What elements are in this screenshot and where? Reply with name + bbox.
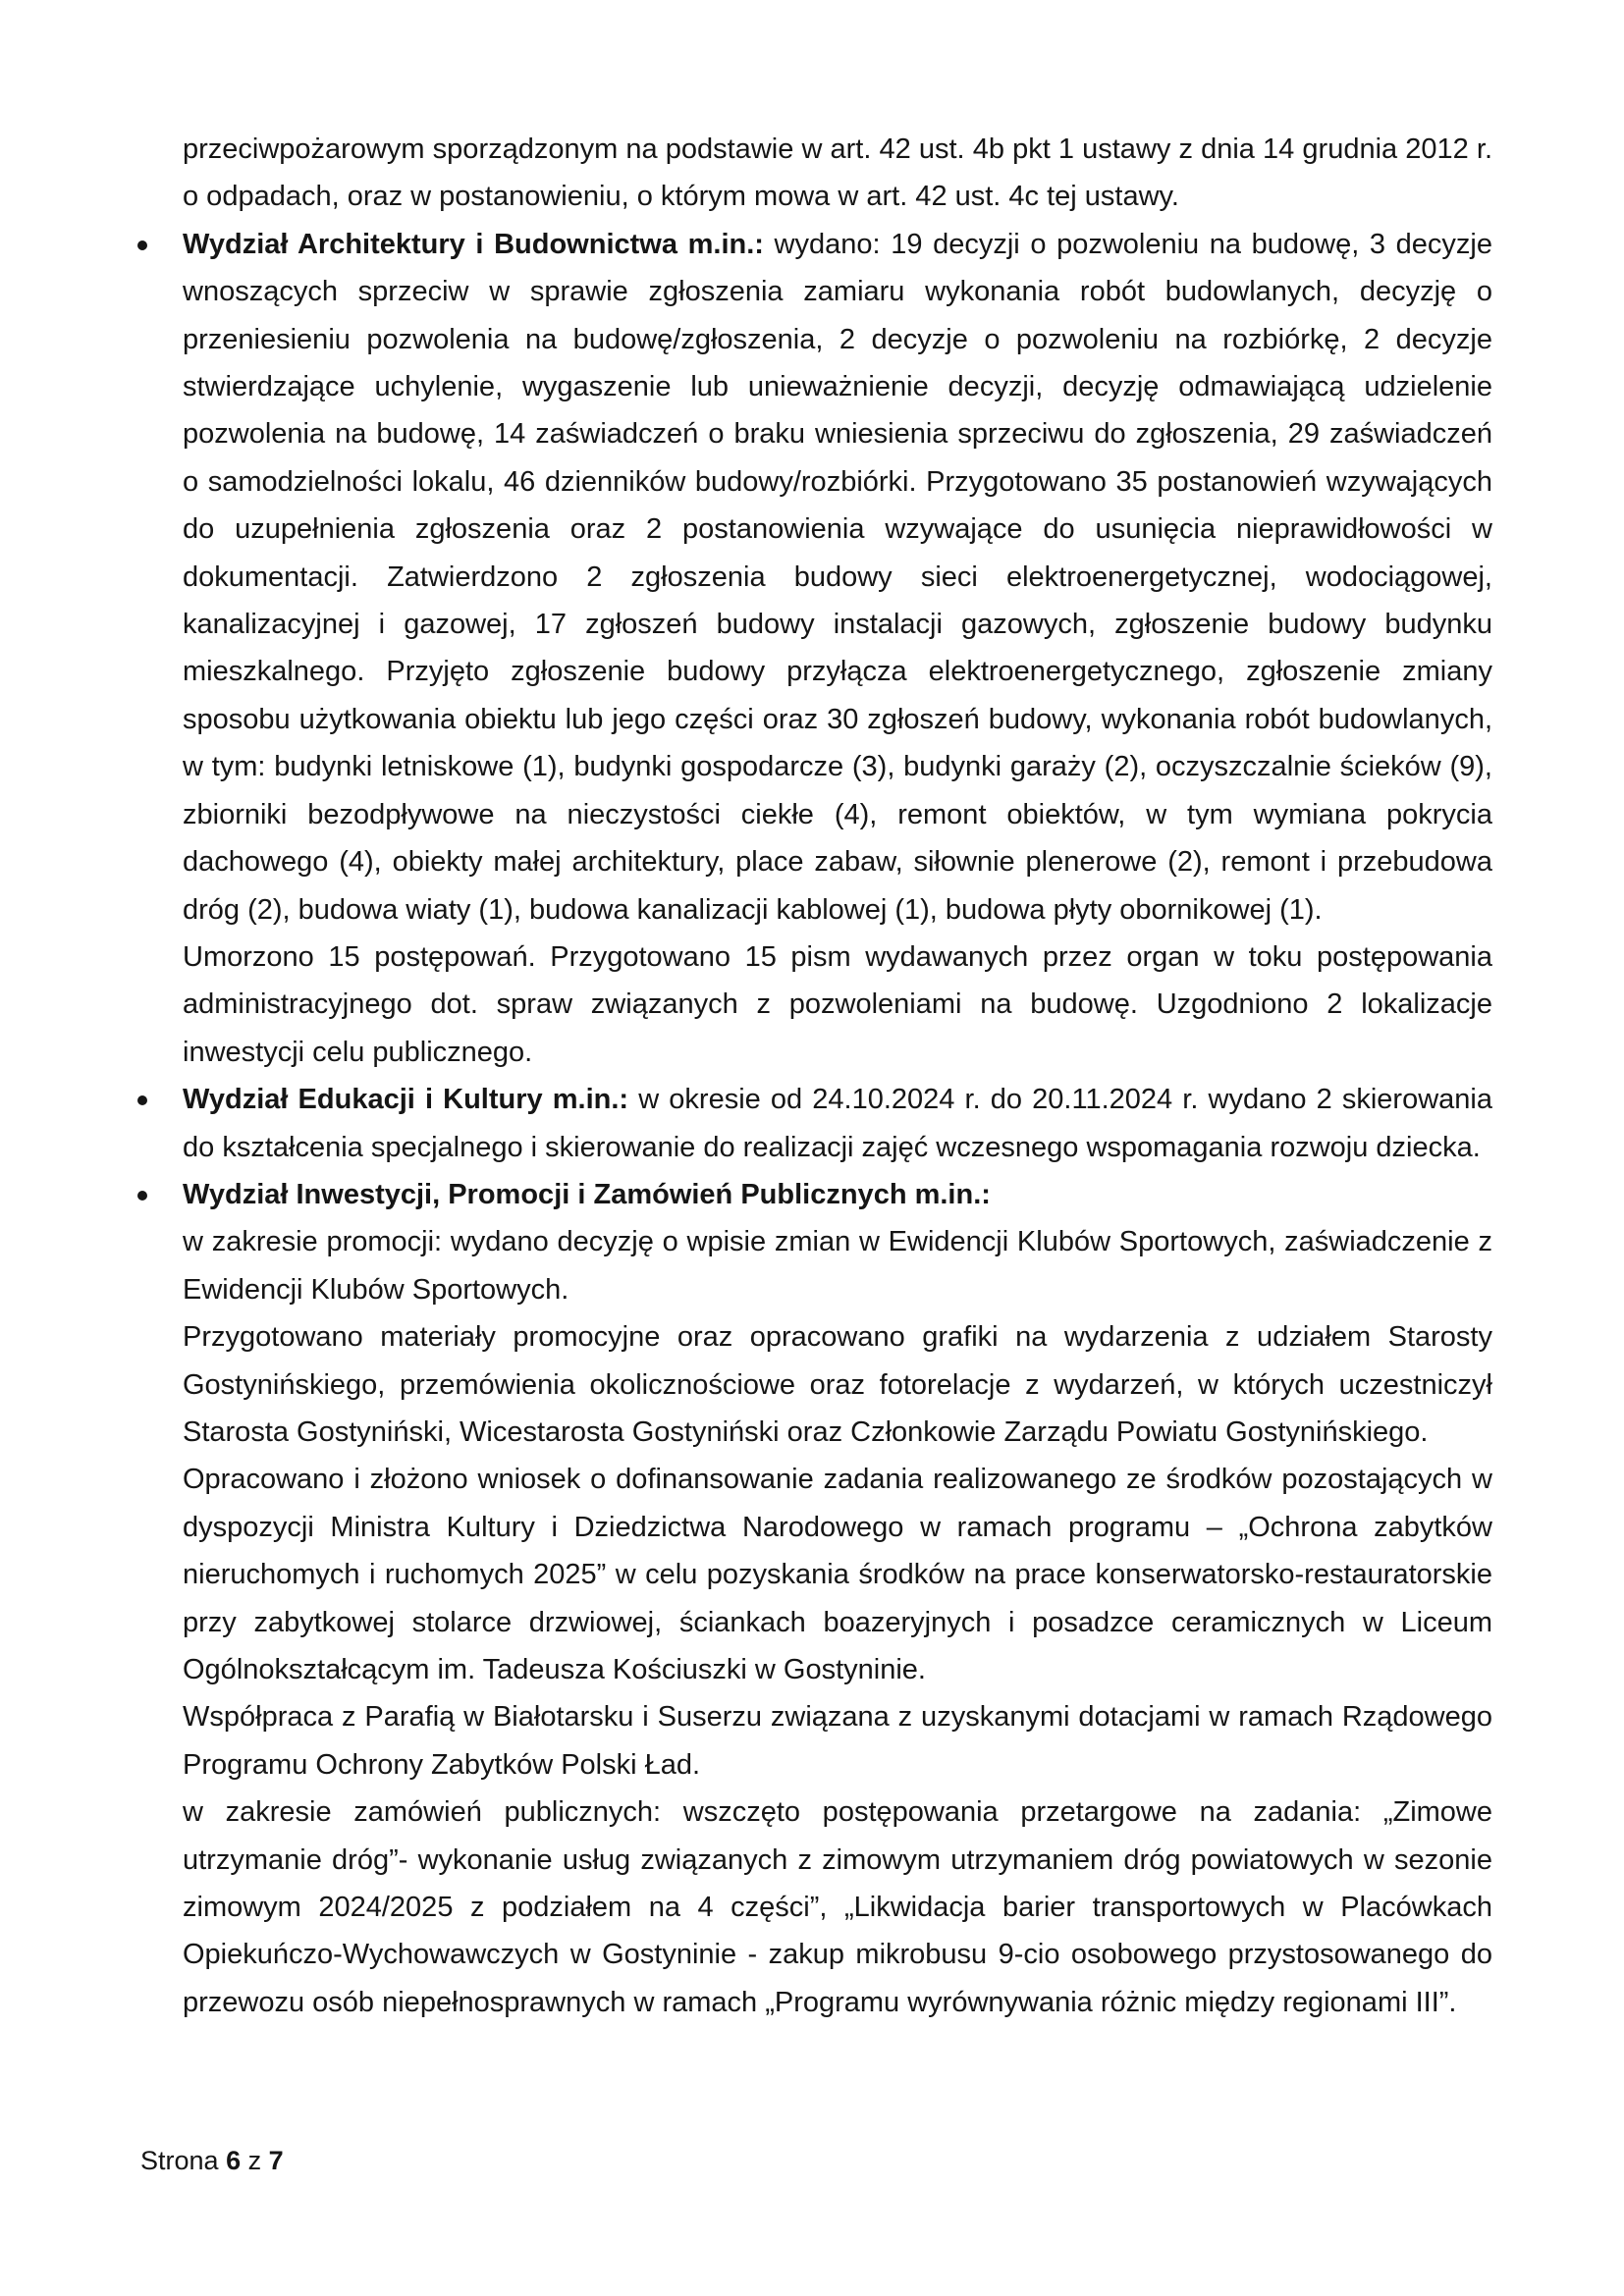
paragraph-materialy: Przygotowano materiały promocyjne oraz opracowano grafiki na wydarzenia z udziałem Starosty Gostynińskiego, przemówienia okolicznościowe oraz fotorelacje z wydarzeń, w których uczestniczył Starosta Gostyniński, Wicestarosta Gostyniński oraz Członkowie Zarządu Powiatu Gostynińskiego. xyxy=(183,1321,1492,1448)
department-heading: Wydział Inwestycji, Promocji i Zamówień Publicznych m.in.: xyxy=(183,1178,991,1210)
paragraph-wniosek: Opracowano i złożono wniosek o dofinansowanie zadania realizowanego ze środków pozostających w dyspozycji Ministra Kultury i Dziedzictwa Narodowego w ramach programu – „Ochrona zabytków nieruchomych i ruchomych 2025” w celu pozyskania środków na prace konserwatorsko-restauratorskie przy zabytkowej stolarce drzwiowej, ściankach boazeryjnych i posadzce ceramicznych w Liceum Ogólnokształcącym im. Tadeusza Kościuszki w Gostyninie. xyxy=(183,1464,1492,1685)
paragraph-wspolpraca: Współpraca z Parafią w Białotarsku i Suserzu związana z uzyskanymi dotacjami w ramach Rządowego Programu Ochrony Zabytków Polski Ład. xyxy=(183,1701,1492,1781)
paragraph-architektura-2: Umorzono 15 postępowań. Przygotowano 15 pism wydawanych przez organ w toku postępowania administracyjnego dot. spraw związanych z pozwoleniami na budowę. Uzgodniono 2 lokalizacje inwestycji celu publicznego. xyxy=(183,940,1492,1068)
paragraph-zamowienia: w zakresie zamówień publicznych: wszczęto postępowania przetargowe na zadania: „Zimowe utrzymanie dróg”- wykonanie usług związanych z zimowym utrzymaniem dróg powiatowych w sezonie zimowym 2024/2025 z podziałem na 4 części”, „Likwidacja barier transportowych w Placówkach Opiekuńczo-Wychowawczych w Gostyninie - zakup mikrobusu 9-cio osobowego przystosowanego do przewozu osób niepełnosprawnych w ramach „Programu wyrównywania różnic między regionami III”. xyxy=(183,1796,1492,2018)
department-text: w okresie od 24.10.2024 r. do 20.11.2024 r. wydano 2 skierowania do kształcenia specjalnego i skierowanie do realizacji zajęć wczesnego wspomagania rozwoju dziecka. xyxy=(183,1084,1492,1163)
page-number-total: 7 xyxy=(268,2146,284,2175)
paragraph-promocja: w zakresie promocji: wydano decyzję o wpisie zmian w Ewidencji Klubów Sportowych, zaświadczenie z Ewidencji Klubów Sportowych. xyxy=(183,1226,1492,1306)
document-body xyxy=(128,126,1492,2026)
page-number-separator: z xyxy=(241,2146,269,2175)
intro-paragraph: przeciwpożarowym sporządzonym na podstawie w art. 42 ust. 4b pkt 1 ustawy z dnia 14 grudnia 2012 r. o odpadach, oraz w postanowieniu, o którym mowa w art. 42 ust. 4c tej ustawy. xyxy=(183,133,1492,213)
page-number-current: 6 xyxy=(226,2146,242,2175)
bullet-icon xyxy=(137,1191,147,1201)
list-item-inwestycje xyxy=(128,1171,1492,1218)
department-text: wydano: 19 decyzji o pozwoleniu na budowę, 3 decyzje wnoszących sprzeciw w sprawie zgłoszenia zamiaru wykonania robót budowlanych, decyzję o przeniesieniu pozwolenia na budowę/zgłoszenia, 2 decyzje o pozwoleniu na rozbiórkę, 2 decyzje stwierdzające uchylenie, wygaszenie lub unieważnienie decyzji, decyzję odmawiającą udzielenie pozwolenia na budowę, 14 zaświadczeń o braku wniesienia sprzeciwu do zgłoszenia, 29 zaświadczeń o samodzielności lokalu, 46 dzienników budowy/rozbiórki. Przygotowano 35 postanowień wzywających do uzupełnienia zgłoszenia oraz 2 postanowienia wzywające do usunięcia nieprawidłowości w dokumentacji. Zatwierdzono 2 zgłoszenia budowy sieci elektroenergetycznej, wodociągowej, kanalizacyjnej i gazowej, 17 zgłoszeń budowy instalacji gazowych, zgłoszenie budowy budynku mieszkalnego. Przyjęto zgłoszenie budowy przyłącza elektroenergetycznego, zgłoszenie zmiany sposobu użytkowania obiektu lub jego części oraz 30 zgłoszeń budowy, wykonania robót budowlanych, w tym: budynki letniskowe (1), budynki gospodarcze (3), budynki garaży (2), oczyszczalnie ścieków (9), zbiorniki bezodpływowe na nieczystości ciekłe (4), remont obiektów, w tym wymiana pokrycia dachowego (4), obiekty małej architektury, place zabaw, siłownie plenerowe (2), remont i przebudowa dróg (2), budowa wiaty (1), budowa kanalizacji kablowej (1), budowa płyty obornikowej (1). xyxy=(183,228,1492,926)
list-item-architektura xyxy=(128,221,1492,934)
bullet-icon xyxy=(137,240,147,250)
page-number xyxy=(140,2146,284,2176)
bullet-icon xyxy=(137,1095,147,1105)
page-number-prefix: Strona xyxy=(140,2146,227,2175)
department-heading: Wydział Architektury i Budownictwa m.in.: xyxy=(183,228,764,260)
list-item-edukacja xyxy=(128,1076,1492,1171)
department-heading: Wydział Edukacji i Kultury m.in.: xyxy=(183,1084,629,1116)
